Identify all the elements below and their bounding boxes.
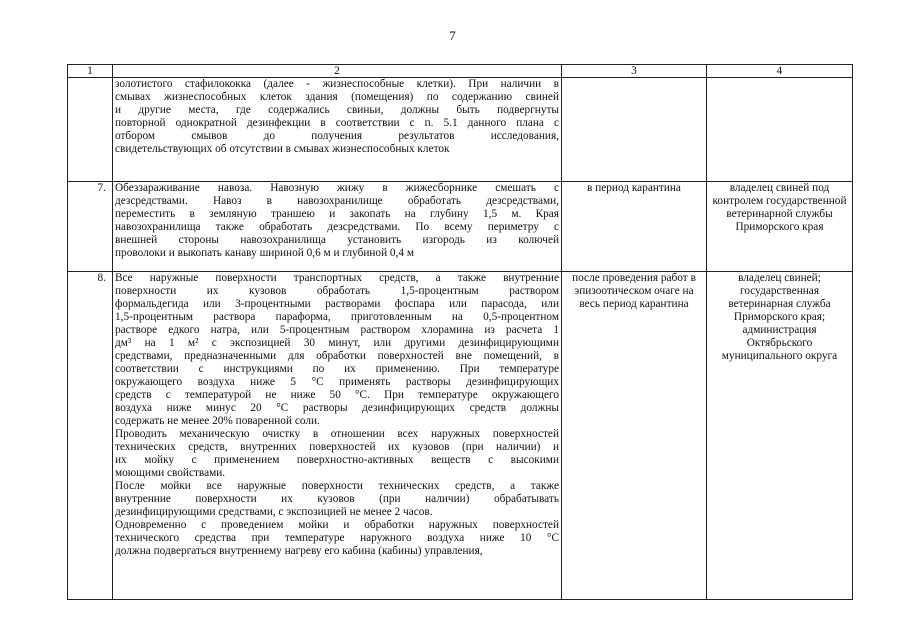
text-line: повторной однократной дезинфекции в соответствии с п. 5.1 данного плана с — [115, 117, 559, 129]
page-number: 7 — [449, 28, 456, 43]
text-line: моющими свойствами. — [115, 467, 226, 479]
measure-text-cell — [113, 182, 562, 272]
text-line: Проводить механическую очистку в отношении всех наружных поверхностей — [115, 428, 559, 440]
text-line: золотистого стафилококка (далее - жизнеспособные клетки). При наличии в — [115, 78, 559, 90]
text-line: дезинфицирующими средствами, с экспозицией не менее 2 часов. — [115, 506, 433, 518]
text-line: проволоки и выкопать канаву шириной 0,6 м и глубиной 0,4 м — [115, 247, 415, 259]
row-number: 8. — [68, 272, 113, 600]
period-cell: в период карантина — [562, 182, 707, 272]
text-line: их мойку с применением поверхностно-активных веществ с высокими — [115, 454, 559, 466]
header-cell-1: 1 — [68, 65, 113, 78]
text-line: отбором смывов до получения результатов исследования, — [115, 130, 559, 142]
text-line: дезсредствами. Навоз в навозохранилище обработать дезсредствами, — [115, 195, 559, 207]
text-line: соответствии с инструкциями по их применению. При температуре — [115, 363, 559, 375]
period-cell: после проведения работ в эпизоотическом очаге на весь период карантина — [562, 272, 707, 600]
text-line: и другие места, где содержались свиньи, должны быть подвергнуты — [115, 104, 559, 116]
text-line: формальдегида или 3-процентными растворами фоспара или парасода, или — [115, 298, 559, 310]
measures-table — [67, 64, 853, 600]
measure-text-cell — [113, 272, 562, 600]
text-line: переместить в земляную траншею и закопать на глубину 1,5 м. Края — [115, 208, 559, 220]
responsible-cell — [707, 78, 853, 182]
text-line: воздуха ниже минус 20 °С растворы дезинфицирующих средств должны — [115, 402, 559, 414]
text-line: содержать не менее 20% поваренной соли. — [115, 415, 320, 427]
text-line: Одновременно с проведением мойки и обработки наружных поверхностей — [115, 519, 559, 531]
row-number: 7. — [68, 182, 113, 272]
text-line: растворе едкого натра, или 5-процентным раствором хлорамина из расчета 1 — [115, 324, 559, 336]
measure-text-cell — [113, 78, 562, 182]
text-line: Все наружные поверхности транспортных средств, а также внутренние — [115, 272, 559, 284]
text-line: технических средств, внутренних поверхностей их кузовов (при наличии) и — [115, 441, 559, 453]
text-line: 1,5-процентным раствора параформа, приготовленным на 0,5-процентном — [115, 311, 559, 323]
measure-text — [115, 182, 559, 260]
text-line: свидетельствующих об отсутствии в смывах жизнеспособных клеток — [115, 143, 450, 155]
measure-text — [115, 272, 559, 558]
header-cell-3: 3 — [562, 65, 707, 78]
table-header-row — [68, 65, 853, 78]
text-line: После мойки все наружные поверхности технических средств, а также — [115, 480, 559, 492]
text-line: технического средства при температуре наружного воздуха ниже 10 °С — [115, 532, 559, 544]
text-line: внутренние поверхности их кузовов (при наличии) обрабатывать — [115, 493, 559, 505]
responsible-cell: владелец свиней под контролем государственной ветеринарной службы Приморского края — [707, 182, 853, 272]
text-line: поверхности их кузовов обработать 1,5-процентным раствором — [115, 285, 559, 297]
table-row-continuation — [68, 78, 853, 182]
measure-text — [115, 78, 559, 156]
text-line: средствами, предназначенными для обработки поверхностей вне помещений, в — [115, 350, 559, 362]
text-line: должна подвергаться внутреннему нагреву его кабина (кабины) управления, — [115, 545, 483, 557]
responsible-cell: владелец свиней; государственная ветеринарная служба Приморского края; администрация Октябрьского муниципального округа — [707, 272, 853, 600]
header-cell-4: 4 — [707, 65, 853, 78]
text-line: смывах жизнеспособных клеток здания (помещения) по содержанию свиней — [115, 91, 559, 103]
text-line: внешней стороны навозохранилища установить изгородь из колючей — [115, 234, 559, 246]
text-line: окружающего воздуха ниже 5 °С применять растворы дезинфицирующих — [115, 376, 559, 388]
text-line: Обеззараживание навоза. Навозную жижу в жижесборнике смешать с — [115, 182, 559, 194]
text-line: дм³ на 1 м² с экспозицией 30 минут, или другими дезинфицирующими — [115, 337, 559, 349]
table-row-7 — [68, 182, 853, 272]
table-row-8 — [68, 272, 853, 600]
period-cell — [562, 78, 707, 182]
number-cell — [68, 78, 113, 182]
text-line: средств с температурой не ниже 50 °С. При температуре окружающего — [115, 389, 559, 401]
text-line: навозохранилища также обработать дезсредствами. По всему периметру с — [115, 221, 559, 233]
header-cell-2: 2 — [113, 65, 562, 78]
